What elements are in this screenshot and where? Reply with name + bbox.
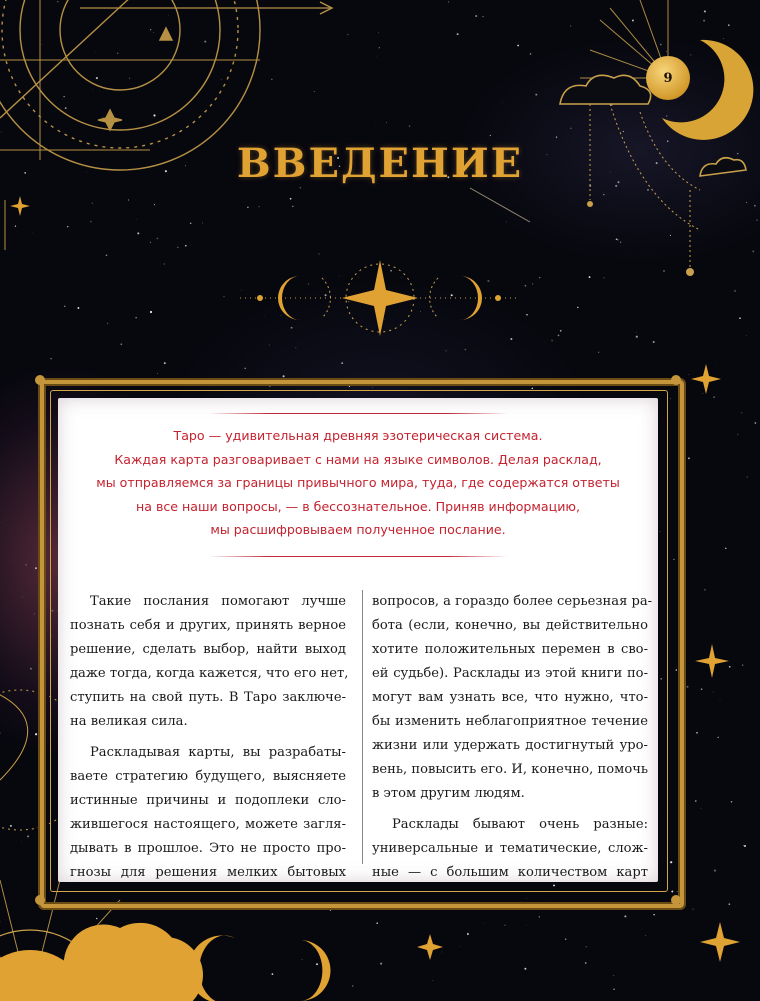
star [280,315,281,316]
star [27,835,29,837]
text-line: познать себя и других, принять верное [70,618,346,633]
star [376,122,377,123]
star [153,32,154,33]
star [695,800,697,802]
star [35,733,37,735]
page-title: ВВЕДЕНИЕ [236,140,524,187]
star [457,33,459,35]
star [348,301,349,302]
star [666,51,667,52]
star [202,223,203,224]
text-line: Расклады бывают очень разные: [392,817,648,832]
star [530,53,532,55]
star [510,338,512,340]
text-line: Раскладывая карты, вы разрабаты- [90,745,346,760]
star [442,952,443,953]
text-line: универсальные и тематические, слож- [372,841,648,856]
compass-wheel-icon [0,0,332,250]
star [378,33,379,34]
text-line: могут вам узнать все, что нужно, что- [372,690,648,705]
star [535,94,537,96]
text-line: решение, сделать выбор, найти выход [70,642,346,657]
star [446,350,447,351]
star [624,915,626,917]
star [742,664,743,665]
text-line: жизни или удержать достигнутый уро- [372,738,648,753]
star [645,935,646,936]
star [292,206,293,207]
star [613,988,615,990]
star [482,16,483,17]
star [688,374,689,375]
star [64,306,66,308]
star [502,102,503,103]
star [291,327,293,329]
star [150,242,151,243]
star [269,345,270,346]
star [448,1,449,2]
star [517,45,519,47]
star [96,77,98,79]
star [67,226,69,228]
star [117,53,118,54]
star [704,589,706,591]
star [221,79,222,80]
intro-line: на все наши вопросы, — в бессознательное. Приняв информацию, [136,498,580,514]
intro-bottom-rule [208,556,508,557]
star [620,242,621,243]
star [490,135,491,136]
star [755,422,757,424]
frame-corner [35,895,45,905]
star [341,362,343,364]
star [552,908,554,910]
star [739,317,741,319]
star [632,19,634,21]
star [693,909,694,910]
star [623,131,624,132]
intro-text [78,424,638,542]
page-number: 9 [646,56,690,100]
text-line: бота (если, конечно, вы действительно [372,618,648,633]
star [556,136,557,137]
star [314,91,315,92]
frame-corner [671,375,681,385]
star [663,270,665,272]
star [741,412,742,413]
star-burst-icon [342,260,418,336]
star [636,336,638,338]
star [318,253,319,254]
star [686,686,688,688]
star [725,548,726,549]
star [409,125,410,126]
star [42,44,43,45]
star [77,307,79,309]
star [565,938,566,939]
star [185,245,187,247]
star [504,925,505,926]
frame-corner [35,375,45,385]
star [35,567,37,569]
star [0,131,1,132]
text-line: дывать в прошлое. Это не просто про- [70,841,346,856]
star [258,206,260,208]
star [177,247,178,248]
star [701,808,702,809]
text-line: ные — с большим количеством карт [372,865,648,880]
star [25,564,26,565]
star [666,116,667,117]
star [120,343,122,345]
intro-line: Каждая карта разговаривает с нами на языке символов. Делая расклад, [114,451,602,467]
star [300,187,301,188]
star [164,263,165,264]
star [129,78,130,79]
star [585,962,587,964]
star [524,968,526,970]
star [432,980,433,981]
star [156,237,158,239]
star [653,914,654,915]
star [283,375,285,377]
star [386,122,387,123]
star [714,870,716,872]
star [223,296,224,297]
star [22,596,23,597]
star [50,358,51,359]
star [150,311,152,313]
star [316,963,318,965]
star [465,349,467,351]
star [128,200,129,201]
intro-line: мы расшифровываем полученное послание. [210,522,506,538]
star [64,96,65,97]
star [154,204,155,205]
body-column-left [70,590,349,885]
intro-line: мы отправляемся за границы привычного мира, туда, где содержатся ответы [96,475,620,491]
star [90,221,91,222]
star [747,477,748,478]
star [204,41,206,43]
star [560,330,562,332]
star [106,255,108,257]
star [589,276,591,278]
star [704,10,706,12]
star [65,107,67,109]
star [190,223,192,225]
star [551,340,553,342]
star [0,733,1,734]
star [728,903,730,905]
star [92,203,93,204]
star [305,908,307,910]
star [754,205,756,207]
title-ornament [240,260,520,336]
star [330,910,331,911]
star [718,737,719,738]
star [690,54,691,55]
star [352,985,353,986]
text-line: ей судьбе). Расклады из этой книги по- [372,666,648,681]
star [526,314,528,316]
star [15,225,16,226]
star [701,688,703,690]
star [723,38,724,39]
star [459,946,460,947]
star [586,946,587,947]
star [420,311,421,312]
star [756,219,758,221]
star [487,280,489,282]
star [339,276,340,277]
star [577,307,579,309]
text-line: даже тогда, когда кажется, что его нет, [70,666,349,681]
star [703,393,704,394]
text-line: в этом другим людям. [372,786,525,801]
intro-line: Таро — удивительная древняя эзотерическая система. [173,428,543,443]
star [713,396,715,398]
star [61,108,62,109]
star [603,194,604,195]
star [506,221,507,222]
star [570,26,571,27]
star [153,114,155,116]
star [539,916,540,917]
star [729,666,731,668]
star [271,79,272,80]
star [302,959,303,960]
star [653,341,655,343]
star [390,270,392,272]
star [10,825,12,827]
star [525,285,527,287]
star [376,922,378,924]
star [107,323,108,324]
star [247,207,248,208]
text-line: хотите положительных перемен в сво- [372,642,648,657]
star [598,352,599,353]
star [30,668,32,670]
body-column-right [372,590,653,885]
text-line: на великая сила. [70,714,188,729]
star [241,290,242,291]
star [744,845,746,847]
star [752,250,754,252]
star [380,963,382,965]
star [743,845,744,846]
star [570,128,571,129]
star [720,700,721,701]
intro-top-rule [208,413,508,414]
star [660,44,662,46]
star [467,933,469,935]
text-line: истинные причины и подоплеки сло- [70,793,346,808]
star [737,434,738,435]
star [137,232,139,234]
text-line: Такие послания помогают лучше [90,594,346,609]
star [451,294,453,296]
star [475,15,477,17]
frame-corner [671,895,681,905]
star [532,283,533,284]
star [728,24,730,26]
star [308,283,309,284]
moon-phase-icon [64,923,331,1001]
star [746,335,747,336]
star [290,198,292,200]
star [325,294,327,296]
star [379,47,380,48]
text-line: бы изменить неблагоприятное течение [372,714,648,729]
star [244,368,245,369]
star [688,457,690,459]
star [696,732,698,734]
star [734,290,736,292]
star [96,918,98,920]
star [295,347,296,348]
star [670,235,671,236]
star [636,332,637,333]
star [647,189,649,191]
star [616,239,618,241]
star [613,975,614,976]
star [347,34,349,36]
star [136,219,137,220]
text-line: ваете стратегию будущего, выясняете [70,769,346,784]
star [384,319,385,320]
star [731,801,733,803]
text-line: жившегося настоящего, можете загля- [70,817,346,832]
star [603,277,604,278]
text-line: ступить на свой путь. В Таро заключе- [70,690,346,705]
star [93,89,94,90]
text-line: вопросов, а гораздо более серьезная ра- [372,594,653,609]
star [157,373,158,374]
text-line: вень, повысить его. И, конечно, помочь [372,762,648,777]
star [703,20,705,22]
star [746,202,747,203]
star [135,317,136,318]
star [168,16,169,17]
text-line: гнозы для решения мелких бытовых [70,865,346,880]
star [272,973,274,975]
column-divider [362,590,363,864]
star [32,232,33,233]
star [713,692,714,693]
star [34,614,35,615]
star [21,841,22,842]
star [539,277,540,278]
star [102,117,103,118]
star [558,335,560,337]
star [150,29,151,30]
star [164,362,166,364]
star [57,1,59,3]
